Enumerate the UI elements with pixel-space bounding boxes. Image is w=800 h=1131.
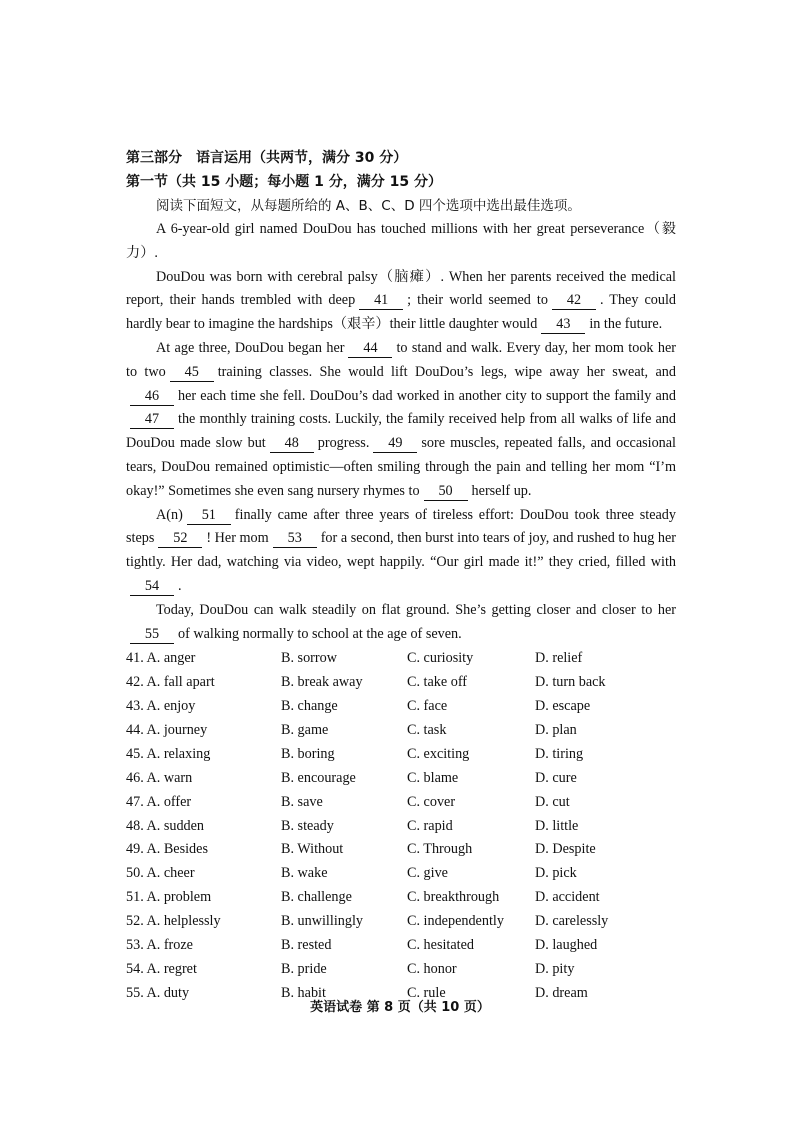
option-a: 41. A. anger	[126, 650, 196, 667]
option-row-54	[126, 958, 676, 982]
passage-text: . They could hardly bear to imagine the hardships（艰辛）their little daughter would	[126, 292, 677, 333]
blank-52: 52	[158, 530, 202, 548]
option-d: D. dream	[535, 984, 588, 1001]
passage-text: in the future.	[589, 316, 663, 333]
blank-48: 48	[270, 435, 314, 453]
option-a: 48. A. sudden	[126, 817, 205, 834]
passage-paragraph-2	[126, 266, 676, 337]
blank-46: 46	[130, 388, 174, 406]
blank-49: 49	[373, 435, 417, 453]
option-d: D. laughed	[535, 937, 598, 954]
option-b: B. game	[281, 722, 329, 739]
option-b: B. wake	[281, 865, 328, 882]
exam-page	[126, 146, 676, 1006]
option-a: 50. A. cheer	[126, 865, 195, 882]
blank-55: 55	[130, 626, 174, 644]
option-c: C. rapid	[407, 817, 453, 834]
option-b: B. rested	[281, 937, 332, 954]
option-a: 54. A. regret	[126, 960, 197, 977]
option-c: C. exciting	[407, 745, 470, 762]
passage-text: At age three, DouDou began her	[156, 339, 345, 356]
option-row-41	[126, 647, 676, 671]
option-c: C. curiosity	[407, 650, 474, 667]
blank-45: 45	[170, 364, 214, 382]
option-row-49	[126, 838, 676, 862]
blank-51: 51	[187, 507, 231, 525]
option-d: D. pick	[535, 865, 577, 882]
option-d: D. little	[535, 817, 579, 834]
option-b: B. Without	[281, 841, 344, 858]
option-row-50	[126, 862, 676, 886]
option-a: 51. A. problem	[126, 889, 212, 906]
option-a: 46. A. warn	[126, 769, 193, 786]
option-a: 52. A. helplessly	[126, 913, 221, 930]
passage-text: to stand and walk. Every day, her mom took her to two	[126, 339, 676, 380]
option-a: 45. A. relaxing	[126, 745, 211, 762]
option-a: 49. A. Besides	[126, 841, 208, 858]
passage-paragraph-5	[126, 599, 676, 647]
option-c: C. rule	[407, 984, 446, 1001]
option-d: D. carelessly	[535, 913, 609, 930]
option-b: B. steady	[281, 817, 334, 834]
option-a: 55. A. duty	[126, 984, 190, 1001]
option-row-48	[126, 815, 676, 839]
option-row-46	[126, 767, 676, 791]
option-row-51	[126, 886, 676, 910]
passage-paragraph-3	[126, 337, 676, 504]
blank-44: 44	[348, 340, 392, 358]
passage-paragraph-4	[126, 504, 676, 599]
option-a: 42. A. fall apart	[126, 674, 215, 691]
option-c: C. cover	[407, 793, 456, 810]
option-row-53	[126, 934, 676, 958]
option-d: D. tiring	[535, 745, 584, 762]
option-c: C. take off	[407, 674, 468, 691]
option-row-42	[126, 671, 676, 695]
option-b: B. pride	[281, 960, 327, 977]
instructions: 阅读下面短文，从每题所给的 A、B、C、D 四个选项中选出最佳选项。	[156, 198, 581, 214]
option-d: D. cure	[535, 769, 577, 786]
blank-54: 54	[130, 578, 174, 596]
option-c: C. honor	[407, 960, 457, 977]
option-b: B. unwillingly	[281, 913, 363, 930]
option-d: D. pity	[535, 960, 575, 977]
passage-text: her each time she fell. DouDou’s dad worked in another city to support the family and	[178, 387, 676, 404]
subsection-title: 第一节（共 15 小题；每小题 1 分，满分 15 分）	[126, 174, 442, 190]
passage-text: ! Her mom	[206, 530, 269, 547]
blank-42: 42	[552, 292, 596, 310]
passage-text: A(n)	[156, 506, 183, 523]
passage-text: sore muscles, repeated falls, and occasional tears, DouDou remained optimistic—often smiling through the pain and telling her mom “I’m okay!” Sometimes she even sang nursery rhymes to	[126, 435, 677, 499]
option-c: C. independently	[407, 913, 504, 930]
option-c: C. give	[407, 865, 448, 882]
option-d: D. plan	[535, 722, 577, 739]
option-row-47	[126, 791, 676, 815]
option-a: 44. A. journey	[126, 722, 208, 739]
option-c: C. task	[407, 722, 447, 739]
option-d: D. accident	[535, 889, 600, 906]
passage-text: .	[178, 577, 182, 594]
passage-text: for a second, then burst into tears of joy, and rushed to hug her tightly. Her dad, watching via video, wept happily. “Our girl made it!” they cried, filled with	[126, 530, 676, 571]
option-b: B. challenge	[281, 889, 352, 906]
option-row-45	[126, 743, 676, 767]
passage-text: Today, DouDou can walk steadily on flat ground. She’s getting closer and closer to her	[156, 601, 676, 618]
answer-options	[126, 647, 676, 1005]
option-c: C. breakthrough	[407, 889, 500, 906]
option-row-43	[126, 695, 676, 719]
passage-text: finally came after three years of tireless effort: DouDou took three steady steps	[126, 506, 676, 547]
section-title: 第三部分 语言运用（共两节，满分 30 分）	[126, 150, 408, 166]
blank-47: 47	[130, 411, 174, 429]
option-c: C. Through	[407, 841, 473, 858]
blank-41: 41	[359, 292, 403, 310]
blank-53: 53	[273, 530, 317, 548]
option-b: B. boring	[281, 745, 335, 762]
passage-text: ; their world seemed to	[407, 292, 548, 309]
passage-text: the monthly training costs. Luckily, the family received help from all walks of life and DouDou made slow but	[126, 411, 676, 452]
option-d: D. cut	[535, 793, 570, 810]
page-footer: 英语试卷 第 8 页（共 10 页）	[310, 1000, 490, 1015]
option-b: B. change	[281, 698, 338, 715]
option-b: B. encourage	[281, 769, 356, 786]
option-b: B. habit	[281, 984, 326, 1001]
blank-43: 43	[541, 316, 585, 334]
option-d: D. turn back	[535, 674, 606, 691]
option-c: C. blame	[407, 769, 459, 786]
option-a: 43. A. enjoy	[126, 698, 196, 715]
option-d: D. Despite	[535, 841, 596, 858]
option-c: C. hesitated	[407, 937, 474, 954]
option-b: B. sorrow	[281, 650, 337, 667]
option-d: D. escape	[535, 698, 591, 715]
option-a: 53. A. froze	[126, 937, 193, 954]
option-c: C. face	[407, 698, 448, 715]
passage-text: herself up.	[471, 482, 532, 499]
passage-text: of walking normally to school at the age of seven.	[178, 625, 462, 642]
passage-text: DouDou was born with cerebral palsy（脑瘫）. When her parents received the medical report, their hands trembled with deep	[126, 268, 676, 309]
option-row-52	[126, 910, 676, 934]
passage-text: progress.	[317, 435, 370, 452]
passage-text: training classes. She would lift DouDou’s legs, wipe away her sweat, and	[217, 363, 676, 380]
passage-paragraph-1: A 6-year-old girl named DouDou has touched millions with her great perseverance（毅力）.	[126, 221, 676, 261]
option-d: D. relief	[535, 650, 583, 667]
option-b: B. save	[281, 793, 323, 810]
option-b: B. break away	[281, 674, 363, 691]
option-row-44	[126, 719, 676, 743]
blank-50: 50	[424, 483, 468, 501]
option-a: 47. A. offer	[126, 793, 192, 810]
